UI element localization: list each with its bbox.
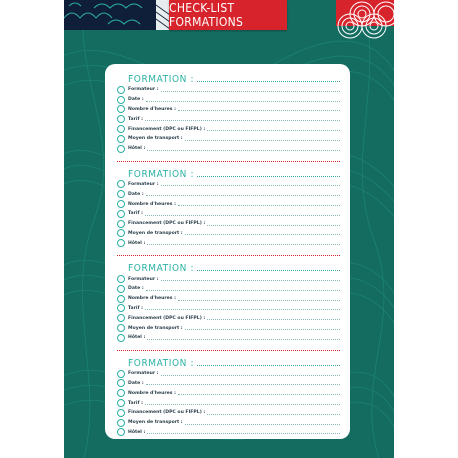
field-label: Financement (DPC ou FIFPL) : <box>128 410 206 416</box>
checklist-row[interactable] <box>117 428 340 438</box>
checkbox-circle-icon[interactable] <box>117 419 125 427</box>
checkbox-circle-icon[interactable] <box>117 105 125 113</box>
checkbox-circle-icon[interactable] <box>117 115 125 123</box>
field-label: Tarif : <box>128 305 143 311</box>
checklist-row[interactable] <box>117 388 340 398</box>
field-input-line[interactable] <box>207 414 340 415</box>
field-input-line[interactable] <box>207 130 340 131</box>
field-label: Nombre d'heures : <box>128 296 176 302</box>
checkbox-circle-icon[interactable] <box>117 324 125 332</box>
field-input-line[interactable] <box>161 185 340 186</box>
formation-title[interactable] <box>128 258 340 274</box>
field-input-line[interactable] <box>185 140 340 141</box>
field-label: Formateur : <box>128 276 159 282</box>
page-title-banner <box>169 0 287 30</box>
checkbox-circle-icon[interactable] <box>117 200 125 208</box>
field-input-line[interactable] <box>161 91 340 92</box>
checkbox-circle-icon[interactable] <box>117 220 125 228</box>
formation-section <box>117 164 340 249</box>
field-input-line[interactable] <box>185 424 340 425</box>
field-input-line[interactable] <box>185 234 340 235</box>
checklist-row[interactable] <box>117 379 340 389</box>
formation-title[interactable] <box>128 353 340 369</box>
field-label: Tarif : <box>128 400 143 406</box>
field-input-line[interactable] <box>147 150 340 151</box>
checklist-row[interactable] <box>117 85 340 95</box>
checkbox-circle-icon[interactable] <box>117 180 125 188</box>
field-input-line[interactable] <box>145 215 340 216</box>
field-input-line[interactable] <box>146 101 340 102</box>
checkbox-circle-icon[interactable] <box>117 295 125 303</box>
checklist-row[interactable] <box>117 304 340 314</box>
field-input-line[interactable] <box>145 120 340 121</box>
formation-title-line <box>197 365 340 366</box>
field-label: Date : <box>128 191 144 197</box>
field-label: Nombre d'heures : <box>128 201 176 207</box>
formation-title-label: FORMATION : <box>128 263 195 275</box>
field-label: Moyen de transport : <box>128 230 183 236</box>
formation-title-label: FORMATION : <box>128 168 195 180</box>
field-label: Date : <box>128 97 144 103</box>
field-input-line[interactable] <box>178 110 340 111</box>
checkbox-circle-icon[interactable] <box>117 379 125 387</box>
formation-section <box>117 69 340 154</box>
checkbox-circle-icon[interactable] <box>117 275 125 283</box>
field-label: Moyen de transport : <box>128 420 183 426</box>
field-label: Financement (DPC ou FIFPL) : <box>128 126 206 132</box>
checklist-row[interactable] <box>117 238 340 248</box>
checkbox-circle-icon[interactable] <box>117 210 125 218</box>
checklist-row[interactable] <box>117 284 340 294</box>
field-label: Financement (DPC ou FIFPL) : <box>128 221 206 227</box>
checkbox-circle-icon[interactable] <box>117 285 125 293</box>
field-label: Date : <box>128 286 144 292</box>
checkbox-circle-icon[interactable] <box>117 334 125 342</box>
field-input-line[interactable] <box>146 384 340 385</box>
checkbox-circle-icon[interactable] <box>117 370 125 378</box>
checklist-row[interactable] <box>117 124 340 134</box>
field-label: Financement (DPC ou FIFPL) : <box>128 315 206 321</box>
formation-section <box>117 258 340 343</box>
checklist-row[interactable] <box>117 408 340 418</box>
checkbox-circle-icon[interactable] <box>117 135 125 143</box>
field-label: Date : <box>128 380 144 386</box>
checkbox-circle-icon[interactable] <box>117 399 125 407</box>
checklist-row[interactable] <box>117 294 340 304</box>
field-label: Formateur : <box>128 87 159 93</box>
field-label: Moyen de transport : <box>128 136 183 142</box>
field-input-line[interactable] <box>207 225 340 226</box>
checklist-row[interactable] <box>117 189 340 199</box>
formation-title-line <box>197 270 340 271</box>
checklist-row[interactable] <box>117 229 340 239</box>
checklist-row[interactable] <box>117 134 340 144</box>
field-label: Formateur : <box>128 371 159 377</box>
cloud-wave-pattern <box>64 0 170 30</box>
checklist-card <box>105 64 350 439</box>
field-label: Hôtel : <box>128 240 146 246</box>
formation-title-label: FORMATION : <box>128 74 195 85</box>
field-input-line[interactable] <box>161 280 340 281</box>
field-input-line[interactable] <box>207 319 340 320</box>
field-input-line[interactable] <box>146 195 340 196</box>
field-label: Moyen de transport : <box>128 325 183 331</box>
checklist-row[interactable] <box>117 333 340 343</box>
checklist-row[interactable] <box>117 209 340 219</box>
checkbox-circle-icon[interactable] <box>117 428 125 436</box>
formation-section <box>117 353 340 438</box>
section-separator <box>117 255 340 256</box>
section-separator <box>117 161 340 162</box>
field-input-line[interactable] <box>161 375 340 376</box>
section-separator <box>117 350 340 351</box>
field-input-line[interactable] <box>146 290 340 291</box>
checklist-row[interactable] <box>117 114 340 124</box>
field-input-line[interactable] <box>147 433 340 434</box>
checklist-row[interactable] <box>117 313 340 323</box>
field-input-line[interactable] <box>145 309 340 310</box>
field-input-line[interactable] <box>178 300 340 301</box>
checklist-row[interactable] <box>117 398 340 408</box>
field-input-line[interactable] <box>185 329 340 330</box>
field-input-line[interactable] <box>145 404 340 405</box>
checklist-row[interactable] <box>117 95 340 105</box>
checklist-row[interactable] <box>117 144 340 154</box>
checklist-row[interactable] <box>117 418 340 428</box>
checklist-row[interactable] <box>117 180 340 190</box>
seigaiha-wave-pattern <box>336 0 394 38</box>
formation-title-line <box>197 176 340 177</box>
checkbox-circle-icon[interactable] <box>117 239 125 247</box>
checkbox-circle-icon[interactable] <box>117 409 125 417</box>
checklist-row[interactable] <box>117 105 340 115</box>
field-label: Hôtel : <box>128 429 146 435</box>
field-input-line[interactable] <box>178 205 340 206</box>
formation-title[interactable] <box>128 164 340 180</box>
checkbox-circle-icon[interactable] <box>117 125 125 133</box>
checklist-row[interactable] <box>117 274 340 284</box>
field-label: Hôtel : <box>128 335 146 341</box>
page-title: CHECK-LIST FORMATIONS <box>169 1 244 29</box>
checklist-row[interactable] <box>117 199 340 209</box>
formation-title-label: FORMATION : <box>128 357 195 369</box>
field-input-line[interactable] <box>147 244 340 245</box>
checklist-row[interactable] <box>117 369 340 379</box>
checkbox-circle-icon[interactable] <box>117 86 125 94</box>
formation-title[interactable] <box>128 69 340 85</box>
field-label: Tarif : <box>128 211 143 217</box>
field-input-line[interactable] <box>178 394 340 395</box>
field-label: Nombre d'heures : <box>128 390 176 396</box>
checklist-row[interactable] <box>117 219 340 229</box>
field-label: Hôtel : <box>128 146 146 152</box>
checkbox-circle-icon[interactable] <box>117 96 125 104</box>
checkbox-circle-icon[interactable] <box>117 304 125 312</box>
checkbox-circle-icon[interactable] <box>117 229 125 237</box>
field-label: Tarif : <box>128 116 143 122</box>
field-input-line[interactable] <box>147 339 340 340</box>
checkbox-circle-icon[interactable] <box>117 145 125 153</box>
checklist-row[interactable] <box>117 323 340 333</box>
checkbox-circle-icon[interactable] <box>117 389 125 397</box>
formation-title-line <box>197 81 340 82</box>
checkbox-circle-icon[interactable] <box>117 314 125 322</box>
checkbox-circle-icon[interactable] <box>117 190 125 198</box>
field-label: Formateur : <box>128 181 159 187</box>
field-label: Nombre d'heures : <box>128 106 176 112</box>
